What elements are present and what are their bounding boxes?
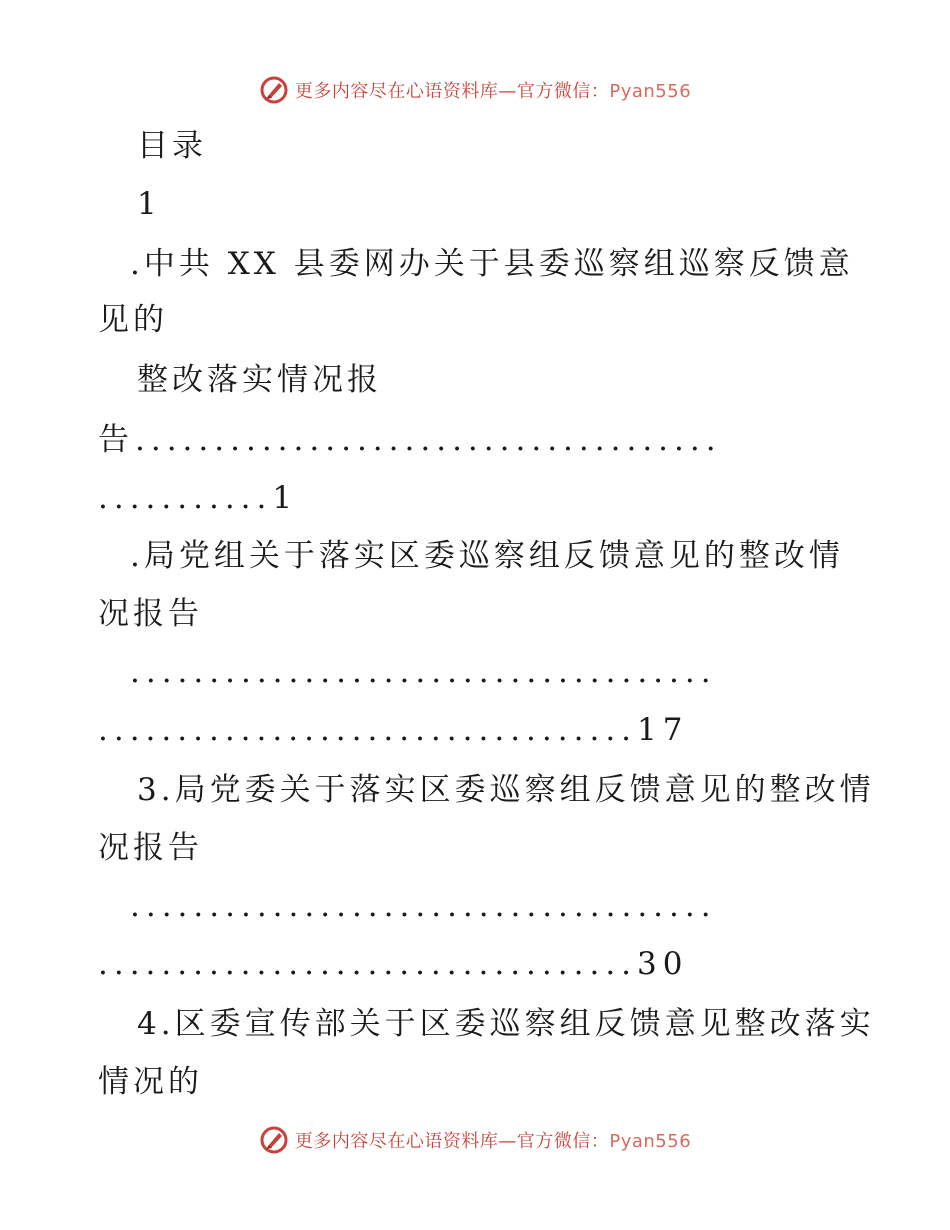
pen-logo-icon: [259, 1125, 289, 1155]
watermark-text: 更多内容尽在心语资料库—官方微信：Pyan556: [294, 81, 692, 102]
toc-entry-2-line-1: .局党组关于落实区委巡察组反馈意见的整改情: [130, 538, 844, 574]
toc-heading: 目录: [137, 128, 207, 164]
toc-entry-1-page: ...........1: [98, 480, 299, 516]
toc-entry-1-line-1: .中共 XX 县委网办关于县委巡察组巡察反馈意: [130, 246, 854, 282]
toc-entry-2-line-2: 况报告: [98, 596, 203, 632]
toc-entry-3-line-3: .....................................: [130, 888, 717, 924]
header-watermark: [0, 70, 950, 110]
toc-entry-4-line-2: 情况的: [98, 1064, 203, 1100]
toc-entry-2-line-3: .....................................: [130, 654, 717, 690]
toc-entry-1-line-4: 告.....................................: [98, 422, 722, 458]
pen-logo-icon: [259, 75, 289, 105]
toc-number: 1: [137, 186, 161, 222]
toc-entry-3-line-2: 况报告: [98, 830, 203, 866]
footer-watermark: [0, 1120, 950, 1160]
toc-entry-1-line-2: 见的: [98, 302, 168, 338]
toc-entry-4-line-1: 4.区委宣传部关于区委巡察组反馈意见整改落实: [137, 1006, 875, 1042]
toc-entry-3-page: ..................................30: [98, 946, 689, 982]
toc-entry-1-line-3: 整改落实情况报: [137, 362, 382, 398]
toc-entry-2-page: ..................................17: [98, 712, 689, 748]
toc-entry-3-line-1: 3.局党委关于落实区委巡察组反馈意见的整改情: [137, 772, 875, 808]
watermark-text: 更多内容尽在心语资料库—官方微信：Pyan556: [294, 1131, 692, 1152]
